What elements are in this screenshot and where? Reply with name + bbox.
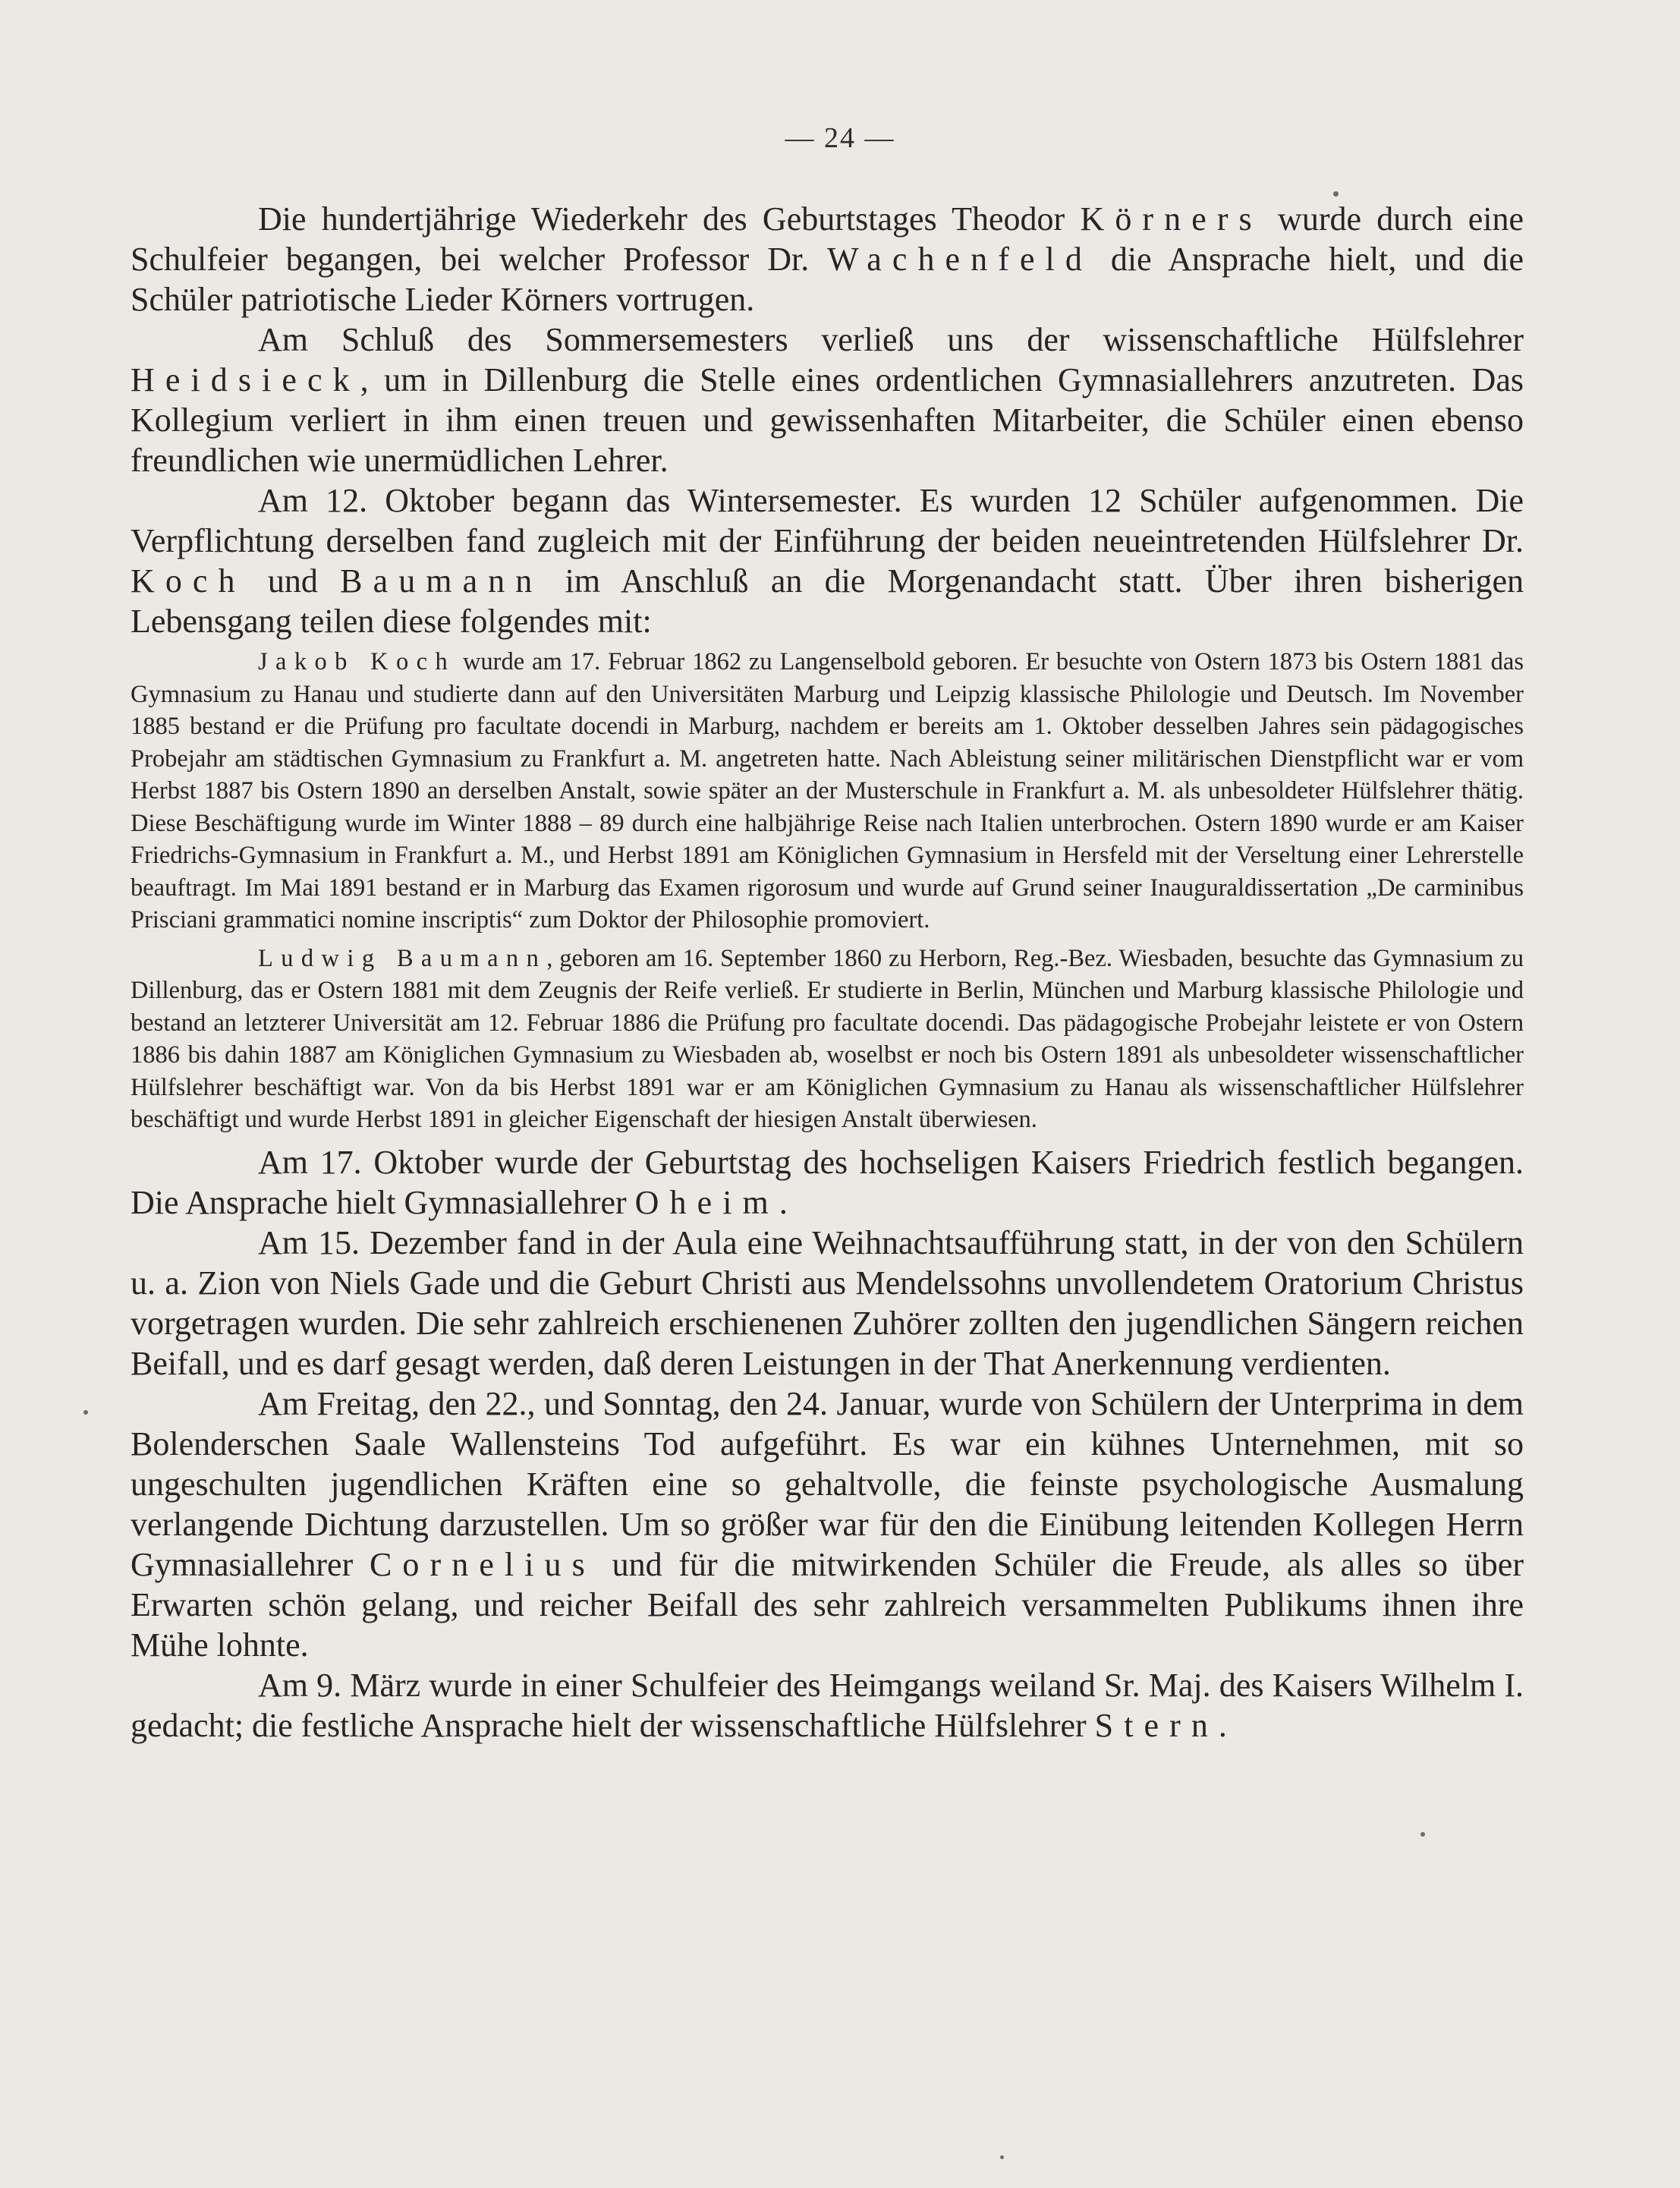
paragraph-wallenstein [131, 1384, 1524, 1665]
spaced-name: Baumann [340, 562, 543, 600]
paragraph-weihnachten [131, 1223, 1524, 1384]
spaced-name: Körners [1080, 200, 1263, 238]
page-number: — 24 — [785, 122, 895, 154]
spaced-name: Wachenfeld [827, 241, 1093, 278]
biography-koch [131, 646, 1524, 937]
document-body [131, 199, 1524, 1746]
paragraph-wintersemester [131, 480, 1524, 641]
text-segment: Am 17. Oktober wurde der Geburtstag des hochseligen Kaisers Friedrich festlich begangen. Die Ansprache hielt Gymnasiallehrer [131, 1143, 1524, 1221]
text-segment: die Ansprache hielt, und die Schüler patriotische Lieder Körners vortrugen. [131, 241, 1524, 318]
text-segment: und für die mitwirkenden Schüler die Freude, als alles so über Erwarten schön gelang, und reicher Beifall des sehr zahlreich versammelten Publikums ihnen ihre Mühe lohnte. [131, 1545, 1524, 1664]
text-segment: . [779, 1183, 788, 1221]
text-segment: Am 12. Oktober begann das Wintersemester. Es wurden 12 Schüler aufgenommen. Die Verpflichtung derselben fand zugleich mit der Einführung der beiden neueintretenden Hülfslehrer Dr. [131, 482, 1524, 559]
text-segment: Am 15. Dezember fand in der Aula eine Weihnachtsaufführung statt, in der von den Schülern u. a. Zion von Niels Gade und die Geburt Christi aus Mendelssohns unvollendetem Oratorium Christus vorgetragen wurden. Die sehr zahlreich erschienenen Zuhörer zollten den jugendlichen Sängern reichen Beifall, und es darf gesagt werden, daß deren Leistungen in der That Anerkennung verdienten. [131, 1223, 1524, 1382]
print-speck [1420, 1832, 1425, 1837]
print-speck [1333, 191, 1339, 197]
paragraph-kaiser-friedrich [131, 1142, 1524, 1223]
text-segment: Am Freitag, den 22., und Sonntag, den 24. Januar, wurde von Schülern der Unterprima in dem Bolenderschen Saale Wallensteins Tod aufgeführt. Es war ein kühnes Unternehmen, mit so ungeschulten jugendlichen Kräften eine so gehaltvolle, die feinste psychologische Ausmalung verlangende Dichtung darzustellen. Um so größer war für den die Einübung leitenden Kollegen Herrn Gymnasiallehrer [131, 1384, 1524, 1583]
print-speck [1000, 2155, 1004, 2159]
text-segment: , geboren am 16. September 1860 zu Herborn, Reg.-Bez. Wiesbaden, besuchte das Gymnasium zu Dillenburg, das er Ostern 1881 mit dem Zeugnis der Reife verließ. Er studierte in Berlin, München und Marburg klassische Philologie und bestand an letzterer Universität am 12. Februar 1886 die Prüfung pro facultate docendi. Das pädagogische Probejahr leistete er von Ostern 1886 bis dahin 1887 am Königlichen Gymnasium zu Wiesbaden ab, woselbst er noch bis Ostern 1891 als unbesoldeter wissenschaftlicher Hülfslehrer beschäftigt war. Von da bis Herbst 1891 war er am Königlichen Gymnasium zu Hanau als wissenschaftlicher Hülfslehrer beschäftigt und wurde Herbst 1891 in gleicher Eigenschaft der hiesigen Anstalt überwiesen. [131, 944, 1524, 1133]
spaced-name: Ludwig Baumann [258, 944, 547, 972]
paragraph-koerner [131, 199, 1524, 320]
text-segment: wurde durch eine Schulfeier begangen, bei welcher Professor Dr. [131, 200, 1524, 278]
spaced-name: Stern [1094, 1706, 1219, 1744]
text-segment: Am Schluß des Sommersemesters verließ uns der wissenschaftliche Hülfslehrer [258, 321, 1524, 358]
spaced-name: Oheim [634, 1183, 779, 1221]
biography-baumann [131, 943, 1524, 1136]
spaced-name: Heidsieck [131, 361, 360, 398]
text-segment: und [245, 562, 341, 600]
paragraph-kaiser-wilhelm [131, 1665, 1524, 1746]
spaced-name: Cornelius [370, 1545, 596, 1583]
spaced-name: Jakob Koch [258, 648, 456, 675]
text-segment: wurde am 17. Februar 1862 zu Langenselbold geboren. Er besuchte von Ostern 1873 bis Ostern 1881 das Gymnasium zu Hanau und studierte dann auf den Universitäten Marburg und Leipzig klassische Philologie und Deutsch. Im November 1885 bestand er die Prüfung pro facultate docendi in Marburg, nachdem er bereits am 1. Oktober desselben Jahres sein pädagogisches Probejahr am städtischen Gymnasium zu Frankfurt a. M. angetreten hatte. Nach Ableistung seiner militärischen Dienstpflicht war er vom Herbst 1887 bis Ostern 1890 an derselben Anstalt, sowie später an der Musterschule in Frankfurt a. M. als unbesoldeter Hülfslehrer thätig. Diese Beschäftigung wurde im Winter 1888 – 89 durch eine halbjährige Reise nach Italien unterbrochen. Ostern 1890 wurde er am Kaiser Friedrichs-Gymnasium in Frankfurt a. M., und Herbst 1891 am Königlichen Gymnasium in Hersfeld mit der Verseltung einer Lehrerstelle beauftragt. Im Mai 1891 bestand er in Marburg das Examen rigorosum und wurde auf Grund seiner Inauguraldissertation „De carminibus Prisciani grammatici nomine inscriptis“ zum Doktor der Philosophie promoviert. [131, 648, 1524, 933]
text-segment: im Anschluß an die Morgenandacht statt. Über ihren bisherigen Lebensgang teilen diese folgendes mit: [131, 562, 1524, 640]
text-segment: . [1218, 1706, 1227, 1744]
text-segment: , um in Dillenburg die Stelle eines ordentlichen Gymnasiallehrers anzutreten. Das Kollegium verliert in ihm einen treuen und gewissenhaften Mitarbeiter, die Schüler einen ebenso freundlichen wie unermüdlichen Lehrer. [131, 361, 1524, 479]
text-segment: Die hundertjährige Wiederkehr des Geburtstages Theodor [258, 200, 1081, 238]
paragraph-heidsieck [131, 320, 1524, 480]
text-segment: Am 9. März wurde in einer Schulfeier des Heimgangs weiland Sr. Maj. des Kaisers Wilhelm I. gedacht; die festliche Ansprache hielt der wissenschaftliche Hülfslehrer [131, 1666, 1524, 1744]
print-speck [83, 1410, 88, 1415]
spaced-name: Koch [131, 562, 246, 600]
